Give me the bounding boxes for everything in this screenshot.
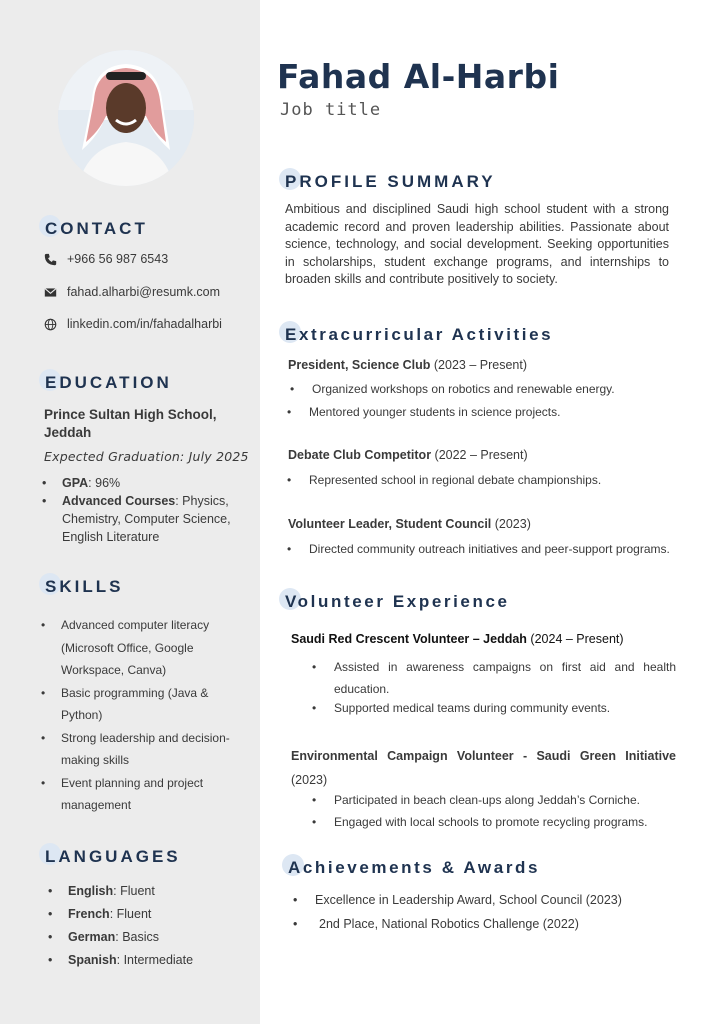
activity-title: Debate Club Competitor (2022 – Present) — [288, 448, 528, 462]
list-item: • GPA: 96% — [42, 476, 121, 490]
volunteer-title: Environmental Campaign Volunteer - Saudi Green Initiative (2023) — [291, 749, 676, 787]
volunteer-heading: Volunteer Experience — [285, 592, 510, 612]
activity-title: Volunteer Leader, Student Council (2023) — [288, 517, 531, 531]
list-item: • Basic programming (Java & Python) — [41, 685, 209, 722]
globe-icon — [44, 318, 57, 331]
list-item: • Organized workshops on robotics and renewable energy. — [290, 382, 615, 396]
education-heading: EDUCATION — [45, 373, 172, 393]
list-item: • Engaged with local schools to promote recycling programs. — [312, 815, 648, 829]
list-item: • Excellence in Leadership Award, School Council (2023) — [293, 893, 622, 907]
list-item: • 2nd Place, National Robotics Challenge (2022) — [293, 917, 579, 931]
list-item: • Advanced computer literacy (Microsoft Office, Google Workspace, Canva) — [41, 618, 210, 677]
list-item: • Represented school in regional debate championships. — [287, 473, 602, 487]
list-item: • Mentored younger students in science projects. — [287, 405, 561, 419]
graduation-date: Expected Graduation: July 2025 — [44, 449, 249, 464]
profile-heading: PROFILE SUMMARY — [285, 172, 496, 192]
phone-text: +966 56 987 6543 — [67, 252, 169, 266]
languages-list — [48, 880, 194, 972]
volunteer-title: Saudi Red Crescent Volunteer – Jeddah (2024 – Present) — [291, 632, 624, 646]
school-name: Prince Sultan High School, Jeddah — [44, 407, 217, 440]
list-item: • Event planning and project management — [41, 775, 204, 812]
phone-icon — [44, 253, 57, 266]
list-item: • German: Basics — [48, 930, 160, 944]
skills-heading: SKILLS — [45, 577, 123, 597]
list-item: • Participated in beach clean-ups along Jeddah’s Corniche. — [312, 793, 640, 807]
list-item: • Directed community outreach initiatives and peer-support programs. — [287, 542, 670, 556]
list-item: • Spanish: Intermediate — [48, 953, 194, 967]
profile-summary: Ambitious and disciplined Saudi high school student with a strong academic record and proven leadership abilities. Passionate about science, technology, and social development. Seeking opportunities in scholarships, student exchange programs, and internships to broaden skills and contribute positively to society. — [285, 202, 669, 286]
job-title: Job title — [280, 100, 382, 120]
profile-photo — [58, 50, 194, 186]
email-text: fahad.alharbi@resumk.com — [67, 285, 221, 299]
email-icon — [44, 286, 57, 299]
languages-heading: LANGUAGES — [45, 847, 181, 867]
sidebar — [0, 0, 260, 1024]
contact-heading: CONTACT — [45, 219, 148, 239]
list-item: • English: Fluent — [48, 884, 155, 898]
contact-email[interactable] — [44, 285, 220, 299]
skills-list — [41, 614, 246, 817]
candidate-name: Fahad Al-Harbi — [277, 57, 560, 96]
list-item: • Assisted in awareness campaigns on first aid and health education. — [312, 660, 676, 696]
linkedin-text: linkedin.com/in/fahadalharbi — [67, 317, 222, 331]
list-item: • Supported medical teams during community events. — [312, 701, 611, 715]
achievements-heading: Achievements & Awards — [288, 858, 540, 878]
education-details — [42, 474, 247, 546]
extracurricular-heading: Extracurricular Activities — [285, 325, 553, 345]
list-item: • Advanced Courses: Physics, Chemistry, Computer Science, English Literature — [42, 494, 231, 544]
main-content — [260, 0, 724, 1024]
contact-phone[interactable] — [44, 252, 168, 266]
activity-title: President, Science Club (2023 – Present) — [288, 358, 528, 372]
list-item: • Strong leadership and decision-making skills — [41, 730, 230, 767]
list-item: • French: Fluent — [48, 907, 152, 921]
contact-linkedin[interactable] — [44, 317, 222, 331]
